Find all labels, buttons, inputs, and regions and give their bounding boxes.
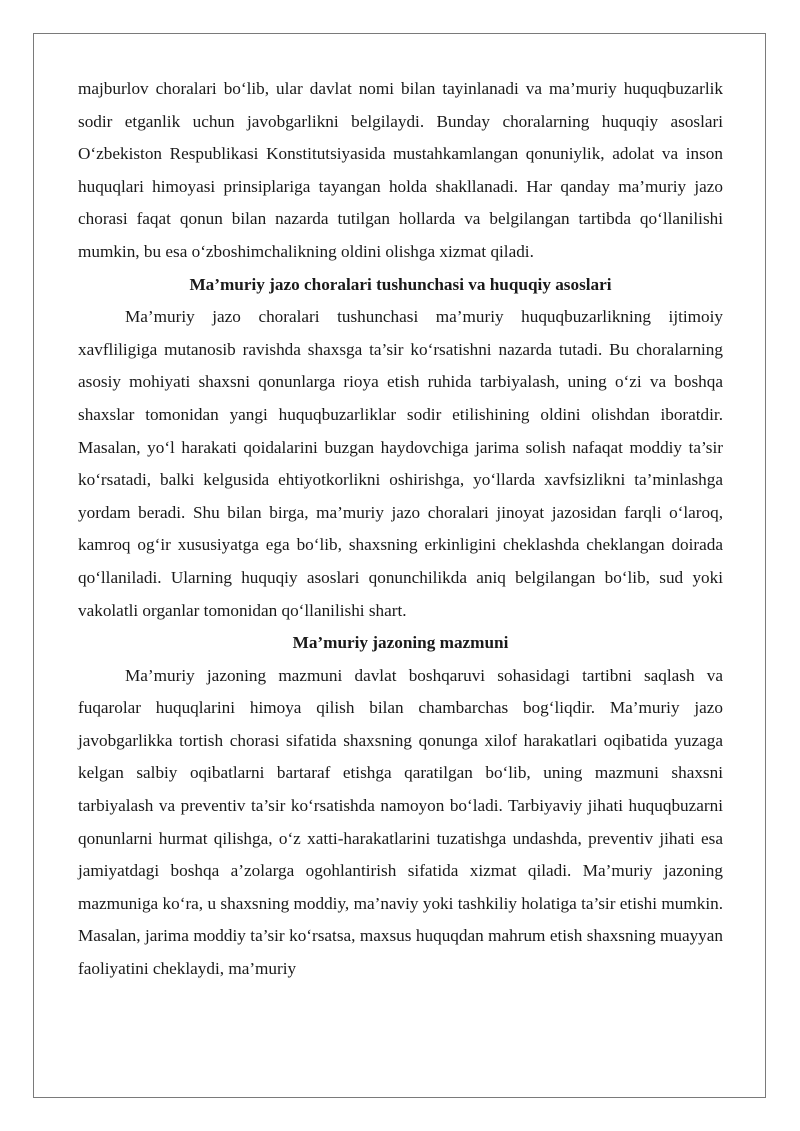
paragraph-concept: Ma’muriy jazo choralari tushunchasi ma’muriy huquqbuzarlikning ijtimoiy xavfliligiga mutanosib ravishda shaxsga ta’sir ko‘rsatishni nazarda tutadi. Bu choralarning asosiy mohiyati shaxsni qonunlarga rioya etish ruhida tarbiyalash, uning o‘zi va boshqa shaxslar tomonidan yangi huquqbuzarliklar sodir etilishining oldini olishdan iboratdir. Masalan, yo‘l harakati qoidalarini buzgan haydovchiga jarima solish nafaqat moddiy ta’sir ko‘rsatadi, balki kelgusida ehtiyotkorlikni oshirishga, yo‘llarda xavfsizlikni ta’minlashga yordam beradi. Shu bilan birga, ma’muriy jazo choralari jinoyat jazosidan farqli o‘laroq, kamroq og‘ir xususiyatga ega bo‘lib, shaxsning erkinligini cheklashda cheklangan doirada qo‘llaniladi. Ularning huquqiy asoslari qonunchilikda aniq belgilangan bo‘lib, sud yoki vakolatli organlar tomonidan qo‘llanilishi shart. (78, 307, 723, 620)
section-heading-concept: Ma’muriy jazo choralari tushunchasi va huquqiy asoslari (189, 274, 612, 294)
paragraph-content: Ma’muriy jazoning mazmuni davlat boshqaruvi sohasidagi tartibni saqlash va fuqarolar huquqlarini himoya qilish bilan chambarchas bog‘liqdir. Ma’muriy jazo javobgarlikka tortish chorasi sifatida shaxsning qonunga xilof harakatlari oqibatida yuzaga kelgan salbiy oqibatlarni bartaraf etishga qaratilgan bo‘lib, uning mazmuni shaxsni tarbiyalash va preventiv ta’sir ko‘rsatishda namoyon bo‘ladi. Tarbiyaviy jihati huquqbuzarni qonunlarni hurmat qilishga, o‘z xatti-harakatlarini tuzatishga undashda, preventiv jihati esa jamiyatdagi boshqa a’zolarga ogohlantirish sifatida xizmat qiladi. Ma’muriy jazoning mazmuniga ko‘ra, u shaxsning moddiy, ma’naviy yoki tashkiliy holatiga ta’sir etishi mumkin. Masalan, jarima moddiy ta’sir ko‘rsatsa, maxsus huquqdan mahrum etish shaxsning muayyan faoliyatini cheklaydi, ma’muriy (78, 665, 723, 979)
paragraph-continuation: majburlov choralari bo‘lib, ular davlat nomi bilan tayinlanadi va ma’muriy huquqbuzarlik sodir etganlik uchun javobgarlikni belgilaydi. Bunday choralarning huquqiy asoslari O‘zbekiston Respublikasi Konstitutsiyasida mustahkamlangan qonuniylik, adolat va inson huquqlari himoyasi prinsiplariga tayangan holda shakllanadi. Har qanday ma’muriy jazo chorasi faqat qonun bilan nazarda tutilgan hollarda va belgilangan tartibda qo‘llanilishi mumkin, bu esa o‘zboshimchalikning oldini olishga xizmat qiladi. (78, 79, 723, 261)
section-heading-content: Ma’muriy jazoning mazmuni (292, 633, 509, 653)
document-body (78, 73, 723, 986)
